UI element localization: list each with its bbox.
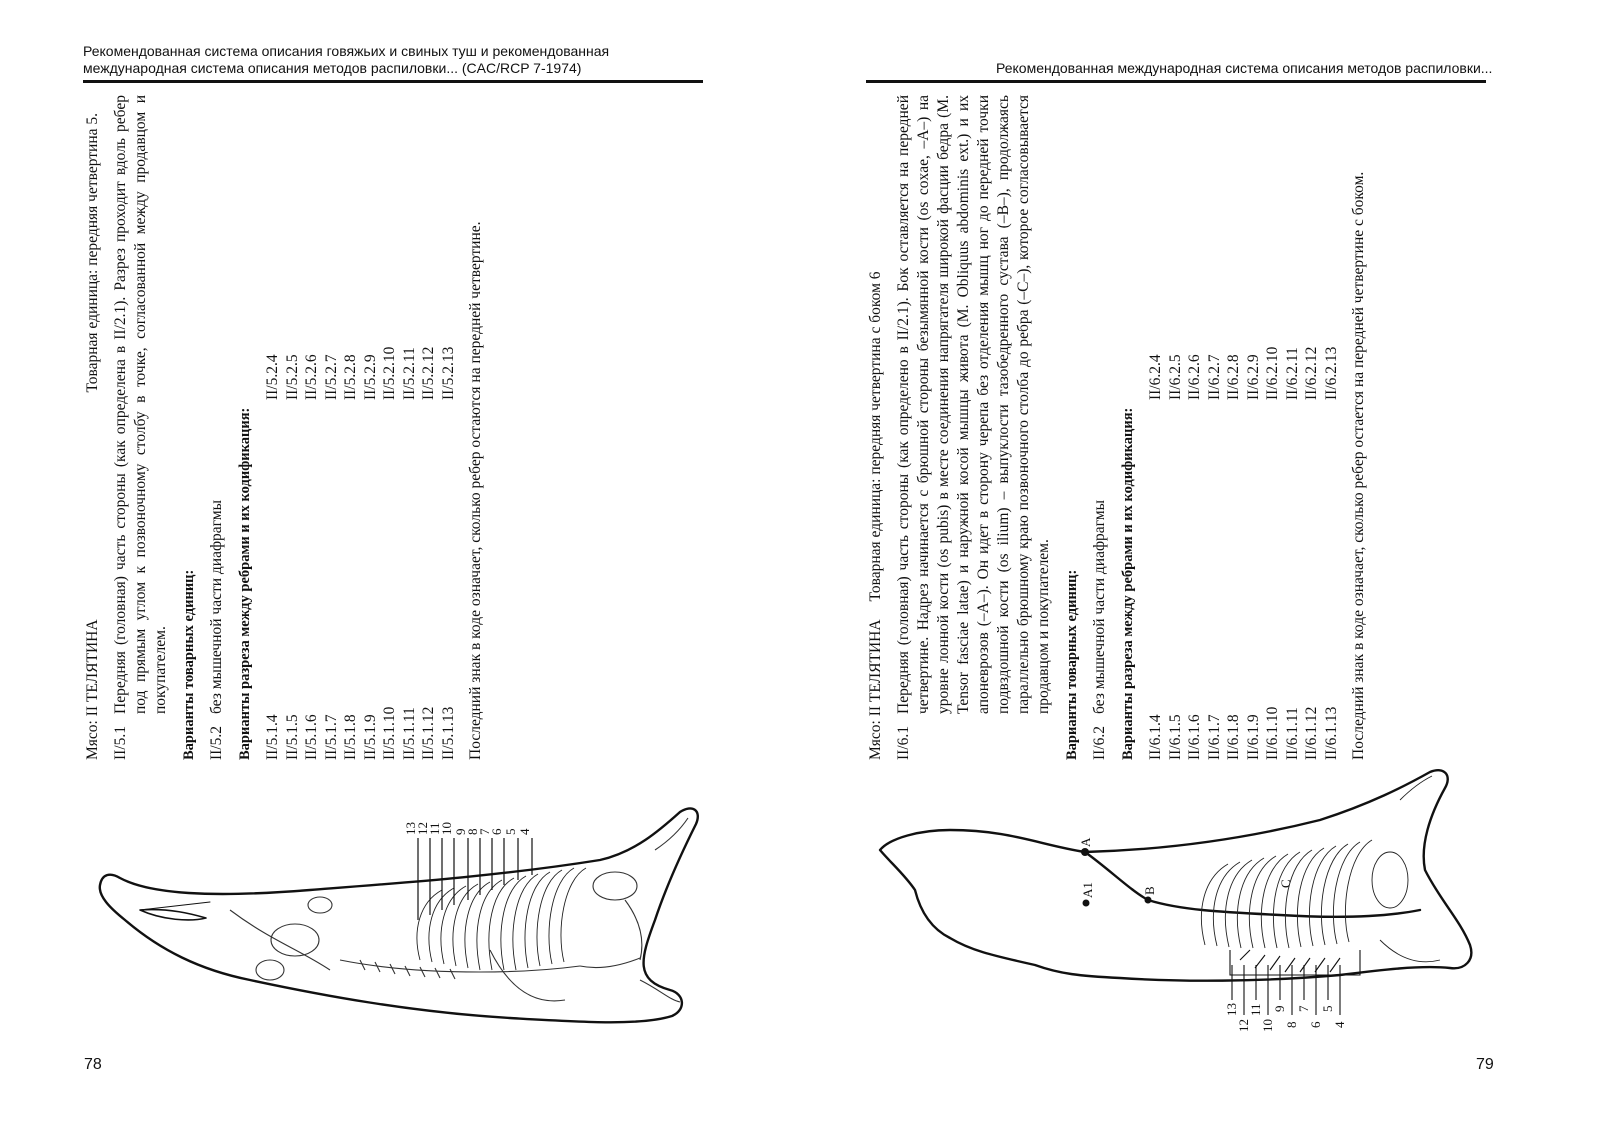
rib-label: 12 — [1236, 1019, 1251, 1032]
header-line-2: международная система описания методов распиловки... (CAC/RCP 7-1974) — [83, 60, 582, 76]
variants-heading: Варианты товарных единиц: — [1064, 569, 1080, 760]
rib-label: 11 — [427, 822, 442, 835]
code-cell: II/6.1.8 — [1225, 714, 1242, 760]
code-cell: II/6.1.13 — [1322, 706, 1340, 760]
footer-note: Последний знак в коде означает, сколько ребер остаются на передней четвертине. — [467, 221, 484, 760]
section-title — [866, 95, 886, 760]
code-cell: II/6.2.6 — [1186, 354, 1203, 400]
variant-code: II/6.2 — [1091, 725, 1108, 760]
rib-label: 10 — [439, 822, 454, 835]
code-column-1 — [263, 630, 458, 760]
rib-heading: Варианты разреза между ребрами и их кодификация: — [1120, 407, 1136, 760]
rib-label: 6 — [1308, 1021, 1323, 1028]
point-label-c: C — [1278, 879, 1293, 888]
code-cell: II/6.1.9 — [1244, 714, 1262, 760]
item-text: Передняя (головная) часть стороны (как определена в II/2.1). Разрез проходит вдоль ребер под прямым углом к позвоночному столбу в точке, согласованной между продавцом и покупателем. — [112, 95, 169, 714]
code-cell: II/6.1.6 — [1186, 714, 1203, 760]
code-cell: II/5.1.5 — [283, 714, 301, 760]
code-cell: II/5.1.6 — [303, 714, 320, 760]
point-label-a1: A1 — [1080, 882, 1095, 898]
rib-label: 7 — [1296, 1005, 1311, 1012]
code-cell: II/6.2.13 — [1322, 346, 1340, 400]
header-rule — [866, 80, 1486, 83]
unit-title: Товарная единица: передняя четвертина с боком 6 — [867, 271, 884, 602]
item-text: Передняя (головная) часть стороны (как определено в II/2.1). Бок оставляется на передней четвертине. Надрез начинается с брюшной стороны безымянной кости (os coxae, –A–) на уровне лонной кости (os pubis) в месте соединения напрягателя широкой фасции бедра (M. Tensor fasciae latae) и наружной косой мышцы живота (M. Obliquus abdominis ext.) и их апоневрозов (–A–). Он идет в сторону черепа без отделения мышц ног до передней точки подвздошной кости (os ilium) – выпуклости тазобедренного сустава (–B–), продолжаясь параллельно брюшному краю позвоночного столба до ребра (–C–), которое согласовывается продавцом и покупателем. — [895, 95, 1052, 714]
carcass-outline — [880, 770, 1471, 980]
meat-title: Мясо: II ТЕЛЯТИНА — [867, 619, 884, 760]
text-block — [83, 95, 523, 760]
code-cell: II/5.2.9 — [361, 354, 379, 400]
variant-text: без мышечной части диафрагмы — [1091, 499, 1108, 714]
code-cell: II/5.1.8 — [342, 714, 359, 760]
code-cell: II/6.1.4 — [1147, 714, 1164, 760]
code-cell: II/6.2.7 — [1205, 354, 1223, 400]
variant-row — [1090, 95, 1110, 760]
code-cell: II/6.2.4 — [1147, 354, 1164, 400]
header-line-1: Рекомендованная международная система описания методов распиловки... — [996, 60, 1493, 76]
point-a — [1081, 848, 1089, 856]
variant-text: без мышечной части диафрагмы — [208, 499, 225, 714]
code-cell: II/5.1.13 — [439, 706, 457, 760]
page-number: 79 — [1476, 1056, 1494, 1073]
item-definition — [111, 95, 171, 760]
code-cell: II/6.2.11 — [1283, 347, 1301, 400]
code-column-2 — [1146, 270, 1341, 400]
variant-row — [207, 95, 227, 760]
footer-note: Последний знак в коде означает, сколько ребер остается на передней четвертине с боком. — [1350, 171, 1367, 760]
rib-label: 4 — [1332, 1021, 1347, 1028]
code-cell: II/6.1.11 — [1283, 707, 1301, 760]
rib-number-labels — [1224, 1003, 1347, 1032]
rib-label: 8 — [465, 828, 480, 835]
code-cell: II/5.1.9 — [361, 714, 379, 760]
code-table — [263, 95, 458, 760]
page-number: 78 — [84, 1056, 102, 1073]
unit-title: Товарная единица: передняя четвертина 5. — [84, 113, 101, 393]
point-b — [1145, 897, 1152, 904]
code-cell: II/6.2.5 — [1166, 354, 1184, 400]
code-cell: II/5.2.7 — [322, 354, 340, 400]
rib-label: 10 — [1260, 1019, 1275, 1032]
rib-label: 6 — [489, 828, 504, 835]
cut-line — [1085, 852, 1420, 917]
header-line-1: Рекомендованная система описания говяжьих и свиных туш и рекомендованная — [83, 43, 610, 59]
code-cell: II/5.2.8 — [342, 354, 359, 400]
right-page — [800, 0, 1600, 1132]
point-label-b: B — [1142, 886, 1157, 895]
rib-cage — [1201, 776, 1440, 962]
code-cell: II/6.1.5 — [1166, 714, 1184, 760]
code-cell: II/5.2.5 — [283, 354, 301, 400]
running-header — [996, 60, 1492, 77]
code-cell: II/6.1.10 — [1264, 706, 1281, 760]
code-cell: II/5.2.6 — [303, 354, 320, 400]
code-cell: II/6.2.8 — [1225, 354, 1242, 400]
meat-title: Мясо: II ТЕЛЯТИНА — [84, 619, 101, 760]
carcass-outline — [100, 808, 698, 1022]
variant-code: II/5.2 — [208, 725, 225, 760]
code-cell: II/5.2.13 — [439, 346, 457, 400]
item-definition — [894, 95, 1054, 760]
code-cell: II/6.2.10 — [1264, 346, 1281, 400]
item-code: II/5.1 — [112, 725, 129, 760]
code-cell: II/6.1.12 — [1303, 706, 1320, 760]
header-rule — [83, 80, 703, 83]
code-column-2 — [263, 270, 458, 400]
running-header — [83, 43, 609, 77]
code-cell: II/5.1.12 — [420, 706, 437, 760]
code-cell: II/5.1.11 — [400, 707, 418, 760]
code-cell: II/6.2.9 — [1244, 354, 1262, 400]
text-block — [866, 95, 1466, 760]
variants-heading: Варианты товарных единиц: — [181, 569, 197, 760]
carcass-with-side-diagram — [860, 760, 1500, 1060]
code-cell: II/5.1.10 — [381, 706, 398, 760]
section-title — [83, 95, 103, 760]
carcass-diagram — [80, 790, 720, 1050]
rib-label: 9 — [453, 828, 468, 835]
point-label-a: A — [1078, 837, 1093, 847]
rib-label: 4 — [517, 828, 532, 835]
rib-label: 8 — [1284, 1021, 1299, 1028]
code-cell: II/5.1.4 — [264, 714, 281, 760]
rib-label: 5 — [503, 828, 518, 835]
code-cell: II/6.2.12 — [1303, 346, 1320, 400]
code-column-1 — [1146, 630, 1341, 760]
code-cell: II/5.2.4 — [264, 354, 281, 400]
rib-label: 13 — [1224, 1003, 1239, 1016]
code-cell: II/6.1.7 — [1205, 714, 1223, 760]
code-cell: II/5.2.10 — [381, 346, 398, 400]
code-cell: II/5.2.11 — [400, 347, 418, 400]
point-a1 — [1083, 900, 1090, 907]
rib-label: 12 — [415, 822, 430, 835]
rib-label: 13 — [403, 822, 418, 835]
code-table — [1146, 95, 1341, 760]
code-cell: II/5.2.12 — [420, 346, 437, 400]
rib-label: 11 — [1248, 1003, 1263, 1016]
skeleton — [230, 818, 688, 1002]
rib-heading: Варианты разреза между ребрами и их кодификация: — [237, 407, 253, 760]
item-code: II/6.1 — [895, 725, 912, 760]
rib-label: 9 — [1272, 1005, 1287, 1012]
rib-label: 7 — [477, 828, 492, 835]
cut-point-labels — [1078, 837, 1293, 898]
rib-label: 5 — [1320, 1005, 1335, 1012]
code-cell: II/5.1.7 — [322, 714, 340, 760]
rib-number-labels — [403, 822, 532, 835]
